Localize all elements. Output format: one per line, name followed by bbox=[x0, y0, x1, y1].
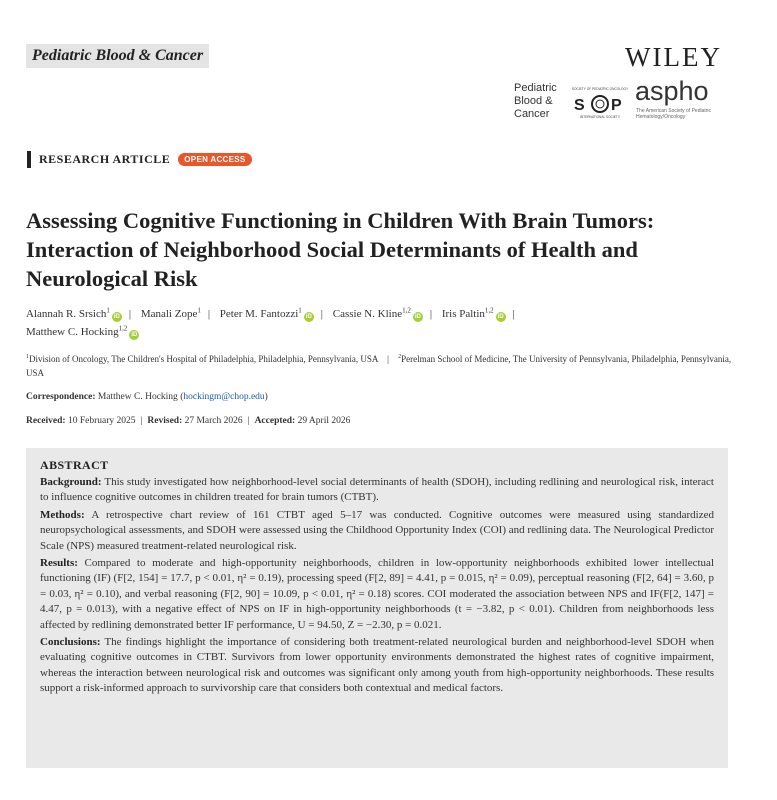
abstract-heading: ABSTRACT bbox=[40, 458, 109, 472]
author-list: Alannah R. Srsich$^1$iD | Manali Zope$^1$ | Peter M. Fantozzi$^1$iD | Cassie N. Kline$^{1,2}$iD | Iris Paltin$^{1,2}$iD | Matthew C. Hocking$^{1,2}$iD bbox=[26, 306, 515, 339]
author[interactable]: Peter M. Fantozzi$^1$iD bbox=[219, 306, 312, 320]
open-access-badge: OPEN ACCESS bbox=[178, 153, 251, 166]
author[interactable]: Matthew C. Hocking$^{1,2}$iD bbox=[26, 324, 138, 339]
orcid-icon[interactable]: iD bbox=[414, 313, 421, 320]
journal-logo-text: Pediatric Blood & Cancer bbox=[514, 82, 557, 120]
orcid-icon[interactable]: iD bbox=[305, 313, 312, 320]
society-logos bbox=[514, 76, 754, 126]
author[interactable]: Alannah R. Srsich$^1$iD bbox=[26, 306, 120, 320]
article-title: Assessing Cognitive Functioning in Children With Brain Tumors: Interaction of Neighborhood Social Determinants of Health and Neurological Risk bbox=[26, 208, 655, 291]
abstract-methods: Methods: A retrospective chart review of 161 CTBT aged 5–17 was conducted. Cognitive outcomes were measured using standardized neuropsychological assessments, and SDOH were assessed using the Childhood Opportunity Index (COI) and redlining data. The Neurological Predictor Scale (NPS) measured treatment-related neurological risk. bbox=[40, 508, 714, 552]
author[interactable]: Manali Zope$^1$ bbox=[140, 306, 201, 320]
orcid-icon[interactable]: iD bbox=[113, 313, 120, 320]
publisher-logo: WILEY bbox=[625, 42, 722, 72]
svg-text:P: P bbox=[611, 97, 622, 114]
affiliations: $^1$Division of Oncology, The Children's Hospital of Philadelphia, Philadelphia, Pennsylvania, USA | $^2$Perelman School of Medicine, The University of Pennsylvania, Philadelphia, Pennsylvania, USA bbox=[26, 354, 732, 378]
author[interactable]: Cassie N. Kline$^{1,2}$iD bbox=[332, 306, 421, 320]
sop-seal-icon bbox=[570, 84, 630, 120]
svg-text:SOCIETY OF PEDIATRIC ONCOLOGY: SOCIETY OF PEDIATRIC ONCOLOGY bbox=[571, 87, 629, 91]
aspho-logo: aspho bbox=[635, 76, 709, 106]
abstract-results: Results: Compared to moderate and high-opportunity neighborhoods, children in low-opportunity neighborhoods exhibited lower intellectual functioning (IF) (F[2, 154] = 17.7, p < 0.01, η² = 0.19), processing speed (F[2, 89] = 4.41, p = 0.015, η² = 0.09), perceptual reasoning (F[2, 64] = 3.60, p = 0.03, η² = 0.10), and verbal reasoning (F[2, 90] = 10.09, p < 0.01, η² = 0.18) scores. COI moderated the association between NPS and IF(F[2, 147] = 4.47, p = 0.013), with a negative effect of NPS on IF in high-opportunity neighborhoods (t = −3.82, p < 0.01). Children from neighborhoods less affected by redlining demonstrated better IF performance, U = 94.50, Z = −2.30, p = 0.021. bbox=[40, 557, 714, 631]
article-type bbox=[27, 150, 252, 168]
type-bar bbox=[27, 151, 31, 168]
journal-name: Pediatric Blood & Cancer bbox=[26, 44, 209, 68]
orcid-icon[interactable]: iD bbox=[131, 332, 138, 339]
correspondence: Correspondence: Matthew C. Hocking (hockingm@chop.edu) bbox=[26, 392, 268, 402]
orcid-icon[interactable]: iD bbox=[497, 313, 504, 320]
email-link[interactable]: hockingm@chop.edu bbox=[183, 392, 265, 402]
svg-text:S: S bbox=[574, 97, 585, 114]
author[interactable]: Iris Paltin$^{1,2}$iD bbox=[441, 306, 504, 320]
aspho-tagline: The American Society of Pediatric Hematology/Oncology bbox=[636, 108, 712, 120]
svg-text:INTERNATIONAL SOCIETY: INTERNATIONAL SOCIETY bbox=[579, 115, 621, 119]
article-type-label: RESEARCH ARTICLE bbox=[39, 151, 171, 166]
abstract-box bbox=[26, 448, 728, 768]
article-dates: Received: 10 February 2025 | Revised: 27 March 2026 | Accepted: 29 April 2026 bbox=[26, 416, 351, 426]
abstract-background: Background: This study investigated how neighborhood-level social determinants of health (SDOH), including redlining and neurological risk, interact to influence cognitive outcomes in children treated for brain tumors (CTBT). bbox=[40, 476, 714, 504]
abstract-conclusions: Conclusions: The findings highlight the importance of considering both treatment-related neurological burden and neighborhood-level SDOH when evaluating cognitive outcomes in CTBT. Survivors from lower opportunity environments demonstrated the highest rates of cognitive impairment, whereas the interaction between neurological risk and outcomes was significant only among youth from high-opportunity neighborhoods. These results support a risk-informed approach to survivorship care that considers both contextual and medical factors. bbox=[40, 636, 714, 695]
